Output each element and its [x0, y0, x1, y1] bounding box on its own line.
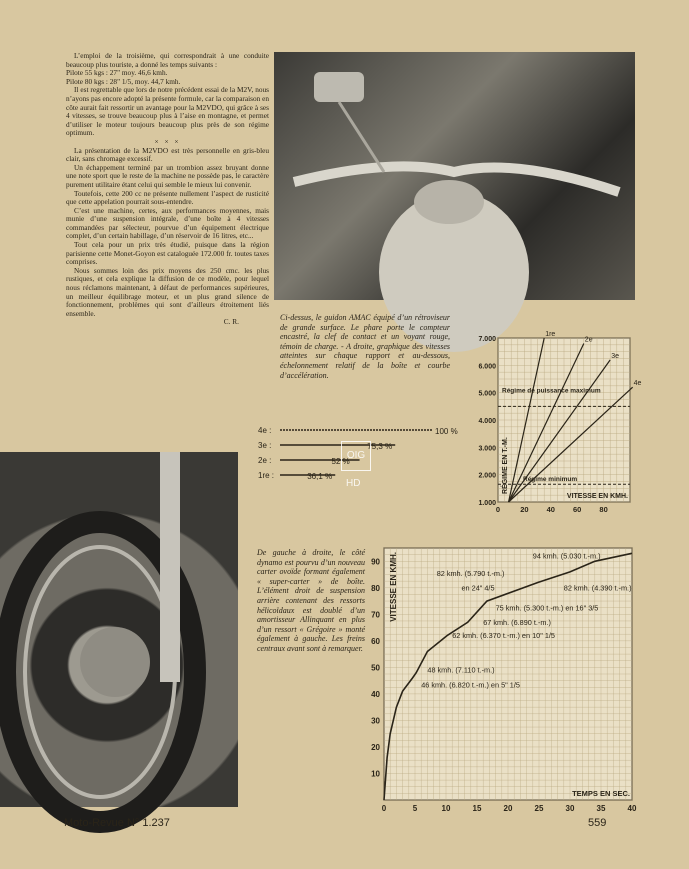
y-tick-label: 30 — [371, 716, 380, 726]
bar-category-label: 1re : — [258, 471, 275, 480]
y-tick-label: 2.000 — [478, 472, 496, 480]
annotation-label: 46 kmh. (6.820 t.-m.) en 5" 1/5 — [421, 680, 520, 690]
x-tick-label: 25 — [534, 804, 544, 813]
y-tick-label: 70 — [371, 610, 380, 620]
article-paragraph: La présentation de la M2VDO est très personnelle en gris-bleu clair, sans chromage excessif. — [66, 145, 269, 164]
y-tick-label: 40 — [371, 689, 380, 699]
bar-value-label: 52 % — [331, 457, 350, 466]
x-tick-label: 40 — [627, 804, 637, 813]
y-tick-label: 90 — [371, 557, 380, 567]
y-tick-label: 10 — [371, 769, 380, 779]
y-tick-label: 60 — [371, 636, 380, 646]
x-axis-title: VITESSE EN KMH. — [566, 493, 628, 500]
article-separator: × × × — [154, 136, 181, 146]
gear-label: 1re — [545, 331, 556, 338]
caption-top: Ci-dessus, le guidon AMAC équipé d’un rétroviseur de grande surface. Le phare porte le compteur encastré, la clef de contact et un voyant rouge, témoin de charge. - A droite, graphique des vitesses atteintes sur chaque rapport et au-dessous, échelonnement relatif de la boîte et courbe d’accélération. — [280, 313, 450, 380]
x-tick-label: 30 — [565, 804, 575, 813]
gear-label: 4e — [633, 380, 642, 388]
x-axis-title: TEMPS EN SEC. — [572, 789, 630, 798]
annotation-label: 48 kmh. (7.110 t.-m.) — [427, 665, 495, 675]
article-paragraph: Il est regrettable que lors de notre précédent essai de la M2V, nous n’ayons pas encore adopté la présente formule, car la comparaison en côte aurait fait ressortir un avantage pour la M2VDO, qui grâce à ses 4 vitesses, se trouve beaucoup plus à l’aise en montagne, et permet d’utiliser le moteur toujours beaucoup plus près de son régime optimum. — [66, 85, 269, 138]
y-tick-label: 80 — [371, 583, 380, 593]
article-paragraph: Toutefois, cette 200 cc ne présente nullement l’aspect de rusticité que cette appelation pourrait sous-entendre. — [66, 188, 269, 207]
y-tick-label: 7.000 — [478, 336, 496, 343]
annotation-label: 82 kmh. (4.390 t.-m.) — [563, 583, 632, 593]
annotation-label: 75 kmh. (5.300 t.-m.) en 16" 3/5 — [495, 603, 599, 613]
x-tick-label: 20 — [520, 505, 529, 514]
y-tick-label: 1.000 — [478, 500, 496, 507]
watermark-stamp: OIG — [341, 441, 371, 471]
x-tick-label: 0 — [381, 804, 387, 813]
bar-category-label: 2e : — [258, 456, 272, 465]
y-axis-title: RÉGIME EN T.-M. — [502, 437, 509, 494]
handlebar-illustration — [274, 52, 635, 300]
article-signature: C. R. — [223, 317, 239, 327]
x-tick-label: 40 — [546, 505, 555, 514]
x-tick-label: 10 — [441, 804, 451, 813]
x-tick-label: 80 — [599, 505, 608, 514]
handlebar-photo — [274, 52, 635, 300]
annotation-label: 82 kmh. (5.790 t.-m.) — [436, 568, 505, 578]
article-text — [66, 52, 269, 327]
gear-label: 3e — [611, 352, 619, 360]
y-tick-label: 5.000 — [478, 390, 496, 398]
y-tick-label: 50 — [371, 663, 380, 673]
annotation-label: 62 kmh. (6.370 t.-m.) en 10" 1/5 — [452, 631, 555, 641]
article-paragraph: Un échappement terminé par un trombion assez bruyant donne une note sport que le reste de la machine ne possède pas, le caractère purement utilitaire étant celui qui semble le mieux lui convenir. — [66, 162, 269, 189]
annotation-label: 94 kmh. (5.030 t.-m.) — [532, 551, 601, 561]
watermark-stamp: HD — [346, 478, 361, 489]
rpm-speed-chart — [468, 330, 642, 520]
footer-page-number: 559 — [588, 817, 607, 829]
motorcycle-wheel-photo — [0, 452, 238, 807]
x-tick-label: 15 — [472, 804, 482, 813]
acceleration-chart — [358, 540, 638, 820]
y-tick-label: 3.000 — [478, 445, 496, 453]
y-tick-label: 4.000 — [478, 418, 496, 425]
article-paragraph: Nous sommes loin des prix moyens des 250 cmc. les plus rustiques, et cela explique la diffusion de ce modèle, pour lequel nous réclamons maintenant, à défaut de performances supérieures, un meilleur équilibrage moteur, et un plus grand silence de fonctionnement, problèmes qui sont d’ailleurs étroitement liés ensemble. — [66, 265, 269, 318]
y-axis-title: VITESSE EN KMH. — [389, 552, 398, 622]
x-tick-label: 5 — [412, 804, 418, 813]
annotation-label: 67 kmh. (6.890 t.-m.) — [483, 617, 551, 627]
annotation-label: en 24" 4/5 — [461, 583, 495, 593]
x-tick-label: 0 — [495, 505, 501, 514]
annotation-label: Régime minimum — [523, 476, 578, 484]
x-tick-label: 20 — [503, 804, 513, 813]
bar-category-label: 3e : — [258, 441, 272, 450]
article-paragraph: C’est une machine, certes, aux performances moyennes, mais munie d’une suspension intégrale, d’une boîte à 4 vitesses commandées par sélecteur, pourvue d’un équipement électrique complet, d’un certain habillage, d’un réservoir de 16 litres, etc... — [66, 205, 269, 241]
annotation-label: Régime de puissance maximum — [502, 387, 601, 395]
bar-category-label: 4e : — [258, 426, 272, 435]
caption-left: De gauche à droite, le côté dynamo est pourvu d’un nouveau carter ovoïde formant également « super-carter » de boîte. L’élément droit de suspension arrière contenant des ressorts hélicoïdaux est doublé d’un amortisseur Allinquant en plus d’un ressort « Grégoire » monté également à gauche. Les freins centraux avant sont à remarquer. — [257, 548, 365, 653]
x-tick-label: 60 — [573, 505, 582, 514]
y-tick-label: 6.000 — [478, 363, 496, 371]
bar-value-label: 36,1 % — [307, 472, 333, 481]
article-paragraph: Tout cela pour un prix très étudié, puisque dans la région parisienne cette Monet-Goyon est cataloguée 172.000 fr. toutes taxes comprises. — [66, 240, 269, 267]
x-tick-label: 35 — [596, 804, 606, 813]
bar-value-label: 75,3 % — [367, 442, 393, 451]
footer-magazine: Moto-Revue N° 1.237 — [64, 817, 170, 829]
article-paragraph: L’emploi de la troisième, qui correspondrait à une conduite beaucoup plus touriste, a donné les temps suivants : Pilote 55 kgs : 27" moy. 46,6 kmh. Pilote 80 kgs : 28" 1/5, moy. 44,7 kmh. — [66, 51, 269, 86]
gear-label: 2e — [584, 336, 593, 344]
bar-value-label: 100 % — [435, 427, 458, 436]
wheel-illustration — [0, 452, 238, 807]
y-tick-label: 20 — [371, 742, 380, 752]
